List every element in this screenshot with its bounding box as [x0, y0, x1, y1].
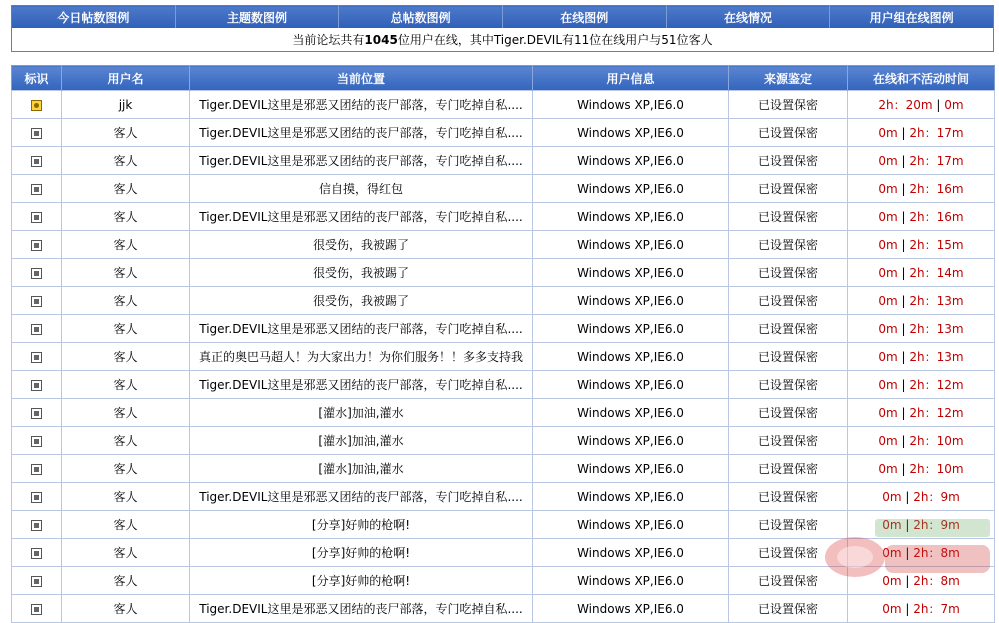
header-origin: 来源鉴定: [729, 66, 848, 91]
status-cell: [12, 511, 62, 539]
origin-cell: 已设置保密: [729, 315, 848, 343]
idle-time: 2h：16m: [909, 182, 964, 196]
idle-time: 0m: [944, 98, 964, 112]
location-cell[interactable]: Tiger.DEVIL这里是邪恶又团结的丧尸部落，专门吃掉自私....: [190, 595, 533, 623]
time-separator: |: [897, 182, 910, 196]
time-cell: [848, 287, 995, 315]
table-row: [12, 399, 995, 427]
origin-cell: 已设置保密: [729, 399, 848, 427]
status-cell: [12, 315, 62, 343]
time-cell: [848, 371, 995, 399]
location-cell[interactable]: 很受伤，我被踢了: [190, 259, 533, 287]
idle-time: 2h：9m: [913, 490, 960, 504]
online-time: 0m: [878, 154, 898, 168]
guest-icon: [31, 128, 42, 139]
idle-time: 2h：14m: [909, 266, 964, 280]
username-cell[interactable]: 客人: [62, 427, 190, 455]
online-time: 0m: [878, 350, 898, 364]
time-cell: [848, 175, 995, 203]
header-user-info: 用户信息: [533, 66, 729, 91]
idle-time: 2h：13m: [909, 350, 964, 364]
time-cell: [848, 427, 995, 455]
user-info-cell: Windows XP,IE6.0: [533, 455, 729, 483]
idle-time: 2h：8m: [913, 546, 960, 560]
guest-icon: [31, 604, 42, 615]
time-cell: [848, 91, 995, 119]
online-time: 0m: [878, 182, 898, 196]
time-separator: |: [901, 546, 914, 560]
table-row: [12, 483, 995, 511]
summary-detail: 位用户在线，其中Tiger.DEVIL有11位在线用户与51位客人: [397, 33, 713, 47]
location-cell[interactable]: Tiger.DEVIL这里是邪恶又团结的丧尸部落，专门吃掉自私....: [190, 91, 533, 119]
time-cell: [848, 483, 995, 511]
time-separator: |: [897, 378, 910, 392]
user-info-cell: Windows XP,IE6.0: [533, 231, 729, 259]
username-cell[interactable]: 客人: [62, 231, 190, 259]
online-users-panel: [11, 65, 994, 623]
time-cell: [848, 119, 995, 147]
time-separator: |: [901, 518, 914, 532]
status-cell: [12, 371, 62, 399]
location-cell[interactable]: Tiger.DEVIL这里是邪恶又团结的丧尸部落，专门吃掉自私....: [190, 147, 533, 175]
location-cell[interactable]: [灌水]加油,灌水: [190, 427, 533, 455]
status-cell: [12, 483, 62, 511]
legend-today-posts[interactable]: 今日帖数图例: [12, 6, 176, 29]
table-row: [12, 343, 995, 371]
legend-header-row: [12, 6, 994, 29]
time-cell: [848, 203, 995, 231]
origin-cell: 已设置保密: [729, 511, 848, 539]
origin-cell: 已设置保密: [729, 119, 848, 147]
header-time: 在线和不活动时间: [848, 66, 995, 91]
time-separator: |: [901, 490, 914, 504]
origin-cell: 已设置保密: [729, 91, 848, 119]
username-cell[interactable]: 客人: [62, 119, 190, 147]
idle-time: 2h：13m: [909, 322, 964, 336]
status-cell: [12, 175, 62, 203]
time-cell: [848, 231, 995, 259]
time-separator: |: [897, 294, 910, 308]
table-row: [12, 175, 995, 203]
username-cell[interactable]: jjk: [62, 91, 190, 119]
table-header-row: [12, 66, 995, 91]
legend-usergroup-online[interactable]: 用户组在线图例: [830, 6, 994, 29]
username-cell[interactable]: 客人: [62, 595, 190, 623]
user-info-cell: Windows XP,IE6.0: [533, 315, 729, 343]
time-cell: [848, 567, 995, 595]
user-info-cell: Windows XP,IE6.0: [533, 427, 729, 455]
user-info-cell: Windows XP,IE6.0: [533, 259, 729, 287]
status-cell: [12, 147, 62, 175]
guest-icon: [31, 436, 42, 447]
legend-total-posts[interactable]: 总帖数图例: [339, 6, 503, 29]
location-cell[interactable]: Tiger.DEVIL这里是邪恶又团结的丧尸部落，专门吃掉自私....: [190, 483, 533, 511]
username-cell[interactable]: 客人: [62, 483, 190, 511]
username-cell[interactable]: 客人: [62, 343, 190, 371]
time-cell: [848, 399, 995, 427]
idle-time: 2h：17m: [909, 126, 964, 140]
time-separator: |: [897, 434, 910, 448]
header-icon: 标识: [12, 66, 62, 91]
origin-cell: 已设置保密: [729, 287, 848, 315]
location-cell[interactable]: [分享]好帅的枪啊!: [190, 511, 533, 539]
username-cell[interactable]: 客人: [62, 147, 190, 175]
time-cell: [848, 315, 995, 343]
legend-online-status[interactable]: 在线情况: [666, 6, 830, 29]
origin-cell: 已设置保密: [729, 175, 848, 203]
table-row: [12, 567, 995, 595]
origin-cell: 已设置保密: [729, 343, 848, 371]
idle-time: 2h：12m: [909, 406, 964, 420]
online-time: 0m: [878, 266, 898, 280]
idle-time: 2h：7m: [913, 602, 960, 616]
time-separator: |: [932, 98, 945, 112]
username-cell[interactable]: 客人: [62, 539, 190, 567]
time-separator: |: [897, 322, 910, 336]
status-cell: [12, 595, 62, 623]
username-cell[interactable]: 客人: [62, 175, 190, 203]
online-time: 0m: [878, 238, 898, 252]
guest-icon: [31, 380, 42, 391]
summary-prefix: 当前论坛共有: [292, 33, 365, 47]
username-cell[interactable]: 客人: [62, 567, 190, 595]
online-summary-panel: [11, 5, 994, 52]
user-info-cell: Windows XP,IE6.0: [533, 147, 729, 175]
status-cell: [12, 287, 62, 315]
header-username: 用户名: [62, 66, 190, 91]
table-row: [12, 259, 995, 287]
time-separator: |: [897, 462, 910, 476]
location-cell[interactable]: 信自摸，得红包: [190, 175, 533, 203]
time-separator: |: [901, 602, 914, 616]
legend-table: [11, 5, 994, 52]
status-cell: [12, 259, 62, 287]
username-cell[interactable]: 客人: [62, 287, 190, 315]
online-time: 0m: [878, 126, 898, 140]
origin-cell: 已设置保密: [729, 259, 848, 287]
origin-cell: 已设置保密: [729, 455, 848, 483]
location-cell[interactable]: Tiger.DEVIL这里是邪恶又团结的丧尸部落，专门吃掉自私....: [190, 119, 533, 147]
guest-icon: [31, 240, 42, 251]
online-summary-text: [12, 28, 994, 52]
table-row: [12, 119, 995, 147]
online-time: 0m: [878, 406, 898, 420]
time-cell: [848, 511, 995, 539]
origin-cell: 已设置保密: [729, 203, 848, 231]
table-row: [12, 595, 995, 623]
user-info-cell: Windows XP,IE6.0: [533, 567, 729, 595]
time-separator: |: [897, 210, 910, 224]
table-row: [12, 511, 995, 539]
location-cell[interactable]: [分享]好帅的枪啊!: [190, 539, 533, 567]
status-cell: [12, 567, 62, 595]
time-cell: [848, 147, 995, 175]
table-row: [12, 287, 995, 315]
online-time: 0m: [882, 574, 902, 588]
guest-icon: [31, 212, 42, 223]
table-body: [12, 91, 995, 623]
table-row: [12, 231, 995, 259]
guest-icon: [31, 408, 42, 419]
user-info-cell: Windows XP,IE6.0: [533, 287, 729, 315]
status-cell: [12, 427, 62, 455]
username-cell[interactable]: 客人: [62, 259, 190, 287]
username-cell[interactable]: 客人: [62, 371, 190, 399]
location-cell[interactable]: Tiger.DEVIL这里是邪恶又团结的丧尸部落，专门吃掉自私....: [190, 203, 533, 231]
time-cell: [848, 259, 995, 287]
location-cell[interactable]: [灌水]加油,灌水: [190, 399, 533, 427]
guest-icon: [31, 296, 42, 307]
guest-icon: [31, 464, 42, 475]
table-row: [12, 427, 995, 455]
status-cell: [12, 91, 62, 119]
idle-time: 2h：13m: [909, 294, 964, 308]
location-cell[interactable]: 很受伤，我被踢了: [190, 231, 533, 259]
status-cell: [12, 231, 62, 259]
origin-cell: 已设置保密: [729, 427, 848, 455]
online-users-table: [11, 65, 995, 623]
username-cell[interactable]: 客人: [62, 455, 190, 483]
status-cell: [12, 455, 62, 483]
time-separator: |: [897, 266, 910, 280]
guest-icon: [31, 184, 42, 195]
user-info-cell: Windows XP,IE6.0: [533, 91, 729, 119]
online-time: 0m: [878, 322, 898, 336]
online-time: 0m: [878, 210, 898, 224]
table-row: [12, 203, 995, 231]
guest-icon: [31, 352, 42, 363]
user-info-cell: Windows XP,IE6.0: [533, 175, 729, 203]
time-separator: |: [897, 350, 910, 364]
status-cell: [12, 343, 62, 371]
idle-time: 2h：16m: [909, 210, 964, 224]
table-row: [12, 147, 995, 175]
time-cell: [848, 455, 995, 483]
origin-cell: 已设置保密: [729, 483, 848, 511]
user-info-cell: Windows XP,IE6.0: [533, 203, 729, 231]
time-separator: |: [897, 406, 910, 420]
user-info-cell: Windows XP,IE6.0: [533, 483, 729, 511]
time-cell: [848, 539, 995, 567]
origin-cell: 已设置保密: [729, 539, 848, 567]
summary-total-count: 1045: [364, 33, 398, 47]
online-time: 0m: [878, 294, 898, 308]
time-separator: |: [901, 574, 914, 588]
location-cell[interactable]: Tiger.DEVIL这里是邪恶又团结的丧尸部落，专门吃掉自私....: [190, 315, 533, 343]
table-row: [12, 455, 995, 483]
status-cell: [12, 399, 62, 427]
user-info-cell: Windows XP,IE6.0: [533, 119, 729, 147]
idle-time: 2h：15m: [909, 238, 964, 252]
username-cell[interactable]: 客人: [62, 511, 190, 539]
username-cell[interactable]: 客人: [62, 203, 190, 231]
guest-icon: [31, 520, 42, 531]
table-row: [12, 539, 995, 567]
guest-icon: [31, 548, 42, 559]
guest-icon: [31, 492, 42, 503]
user-info-cell: Windows XP,IE6.0: [533, 595, 729, 623]
online-time: 0m: [882, 518, 902, 532]
username-cell[interactable]: 客人: [62, 315, 190, 343]
table-row: [12, 371, 995, 399]
guest-icon: [31, 156, 42, 167]
origin-cell: 已设置保密: [729, 595, 848, 623]
table-row: [12, 91, 995, 119]
online-time: 0m: [882, 546, 902, 560]
time-separator: |: [897, 154, 910, 168]
username-cell[interactable]: 客人: [62, 399, 190, 427]
user-info-cell: Windows XP,IE6.0: [533, 511, 729, 539]
location-cell[interactable]: 很受伤，我被踢了: [190, 287, 533, 315]
table-row: [12, 315, 995, 343]
guest-icon: [31, 324, 42, 335]
guest-icon: [31, 268, 42, 279]
user-info-cell: Windows XP,IE6.0: [533, 539, 729, 567]
time-cell: [848, 343, 995, 371]
origin-cell: 已设置保密: [729, 231, 848, 259]
idle-time: 2h：8m: [913, 574, 960, 588]
idle-time: 2h：10m: [909, 462, 964, 476]
user-info-cell: Windows XP,IE6.0: [533, 343, 729, 371]
idle-time: 2h：12m: [909, 378, 964, 392]
location-cell[interactable]: [灌水]加油,灌水: [190, 455, 533, 483]
header-location: 当前位置: [190, 66, 533, 91]
status-cell: [12, 119, 62, 147]
online-time: 0m: [878, 378, 898, 392]
location-cell[interactable]: [分享]好帅的枪啊!: [190, 567, 533, 595]
idle-time: 2h：17m: [909, 154, 964, 168]
origin-cell: 已设置保密: [729, 371, 848, 399]
legend-online[interactable]: 在线图例: [502, 6, 666, 29]
idle-time: 2h：9m: [913, 518, 960, 532]
origin-cell: 已设置保密: [729, 567, 848, 595]
location-cell[interactable]: 真正的奥巴马超人！为大家出力！为你们服务！！多多支持我: [190, 343, 533, 371]
online-time: 0m: [882, 602, 902, 616]
legend-topics[interactable]: 主题数图例: [175, 6, 339, 29]
time-separator: |: [897, 238, 910, 252]
online-time: 0m: [882, 490, 902, 504]
idle-time: 2h：10m: [909, 434, 964, 448]
user-info-cell: Windows XP,IE6.0: [533, 371, 729, 399]
member-icon: [31, 100, 42, 111]
time-separator: |: [897, 126, 910, 140]
time-cell: [848, 595, 995, 623]
location-cell[interactable]: Tiger.DEVIL这里是邪恶又团结的丧尸部落，专门吃掉自私....: [190, 371, 533, 399]
status-cell: [12, 539, 62, 567]
origin-cell: 已设置保密: [729, 147, 848, 175]
online-time: 0m: [878, 462, 898, 476]
online-time: 2h：20m: [878, 98, 933, 112]
user-info-cell: Windows XP,IE6.0: [533, 399, 729, 427]
online-time: 0m: [878, 434, 898, 448]
status-cell: [12, 203, 62, 231]
